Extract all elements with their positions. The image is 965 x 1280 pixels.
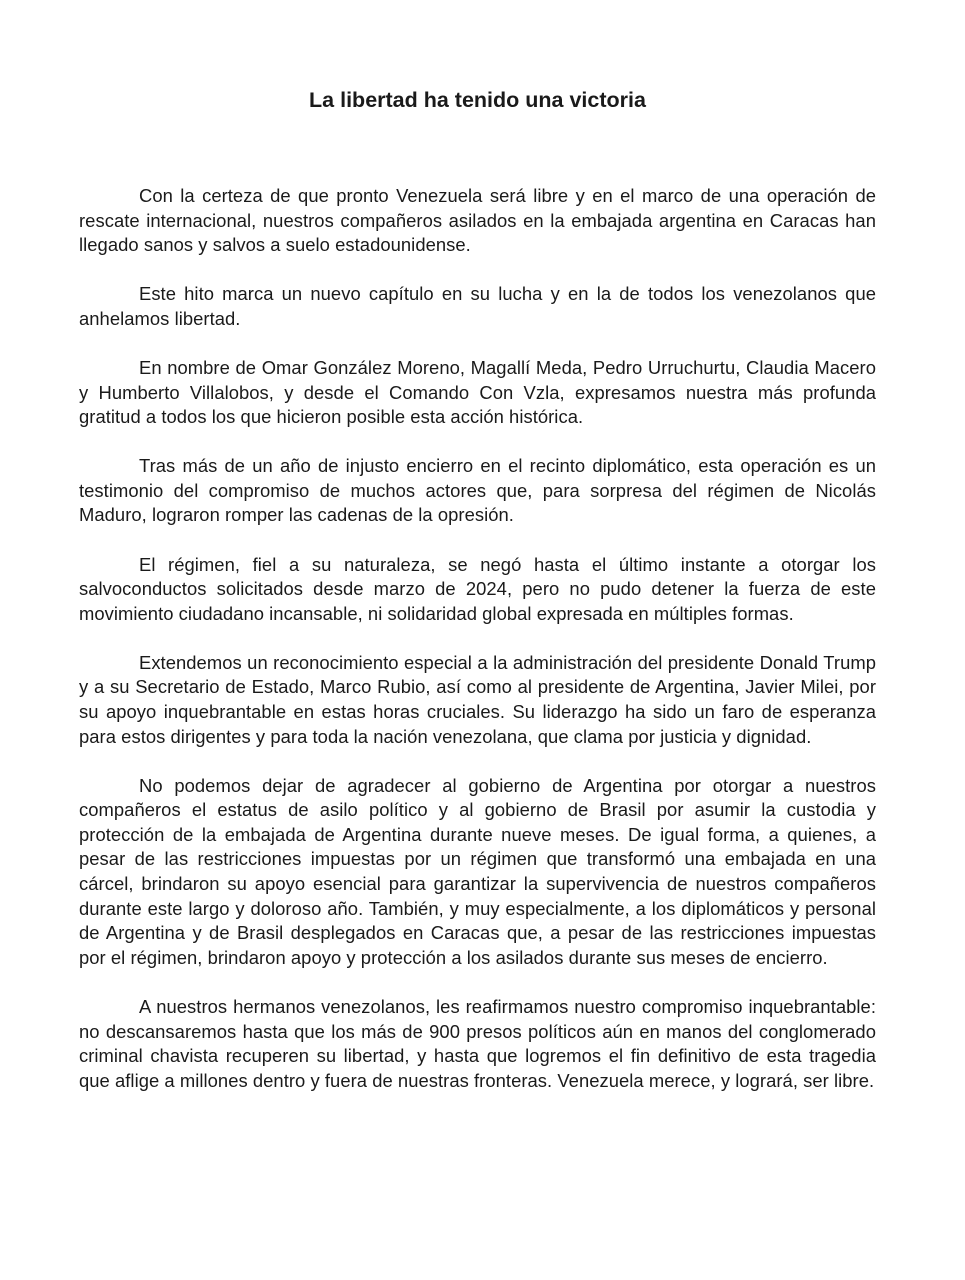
paragraph-8: A nuestros hermanos venezolanos, les reafirmamos nuestro compromiso inquebrantable: no descansaremos hasta que los más de 900 presos políticos aún en manos del conglomerado criminal chavista recuperen su libertad, y hasta que logremos el fin definitivo de esta tragedia que aflige a millones dentro y fuera de nuestras fronteras. Venezuela merece, y logrará, ser libre. [79,995,876,1091]
paragraph-7: No podemos dejar de agradecer al gobierno de Argentina por otorgar a nuestros compañeros el estatus de asilo político y al gobierno de Brasil por asumir la custodia y protección de la embajada de Argentina durante nueve meses. De igual forma, a quienes, a pesar de las restricciones impuestas por un régimen que transformó una embajada en una cárcel, brindaron su apoyo esencial para garantizar la supervivencia de nuestros compañeros durante este largo y doloroso año. También, y muy especialmente, a los diplomáticos y personal de Argentina y de Brasil desplegados en Caracas que, a pesar de las restricciones impuestas por el régimen, brindaron apoyo y protección a los asilados durante sus meses de encierro. [79,774,876,968]
paragraph-5: El régimen, fiel a su naturaleza, se negó hasta el último instante a otorgar los salvoconductos solicitados desde marzo de 2024, pero no pudo detener la fuerza de este movimiento ciudadano incansable, ni solidaridad global expresada en múltiples formas. [79,553,876,624]
paragraph-4: Tras más de un año de injusto encierro en el recinto diplomático, esta operación es un testimonio del compromiso de muchos actores que, para sorpresa del régimen de Nicolás Maduro, lograron romper las cadenas de la opresión. [79,455,876,526]
document-title: La libertad ha tenido una victoria [309,88,646,112]
paragraph-6: Extendemos un reconocimiento especial a la administración del presidente Donald Trump y a su Secretario de Estado, Marco Rubio, así como al presidente de Argentina, Javier Milei, por su apoyo inquebrantable en estas horas cruciales. Su liderazgo ha sido un faro de esperanza para estos dirigentes y para toda la nación venezolana, que clama por justicia y dignidad. [79,651,876,747]
paragraph-3: En nombre de Omar González Moreno, Magallí Meda, Pedro Urruchurtu, Claudia Macero y Humberto Villalobos, y desde el Comando Con Vzla, expresamos nuestra más profunda gratitud a todos los que hicieron posible esta acción histórica. [79,356,876,428]
document-body [79,184,876,1118]
paragraph-2: Este hito marca un nuevo capítulo en su lucha y en la de todos los venezolanos que anhelamos libertad. [79,283,876,329]
paragraph-1: Con la certeza de que pronto Venezuela será libre y en el marco de una operación de rescate internacional, nuestros compañeros asilados en la embajada argentina en Caracas han llegado sanos y salvos a suelo estadounidense. [79,185,876,256]
